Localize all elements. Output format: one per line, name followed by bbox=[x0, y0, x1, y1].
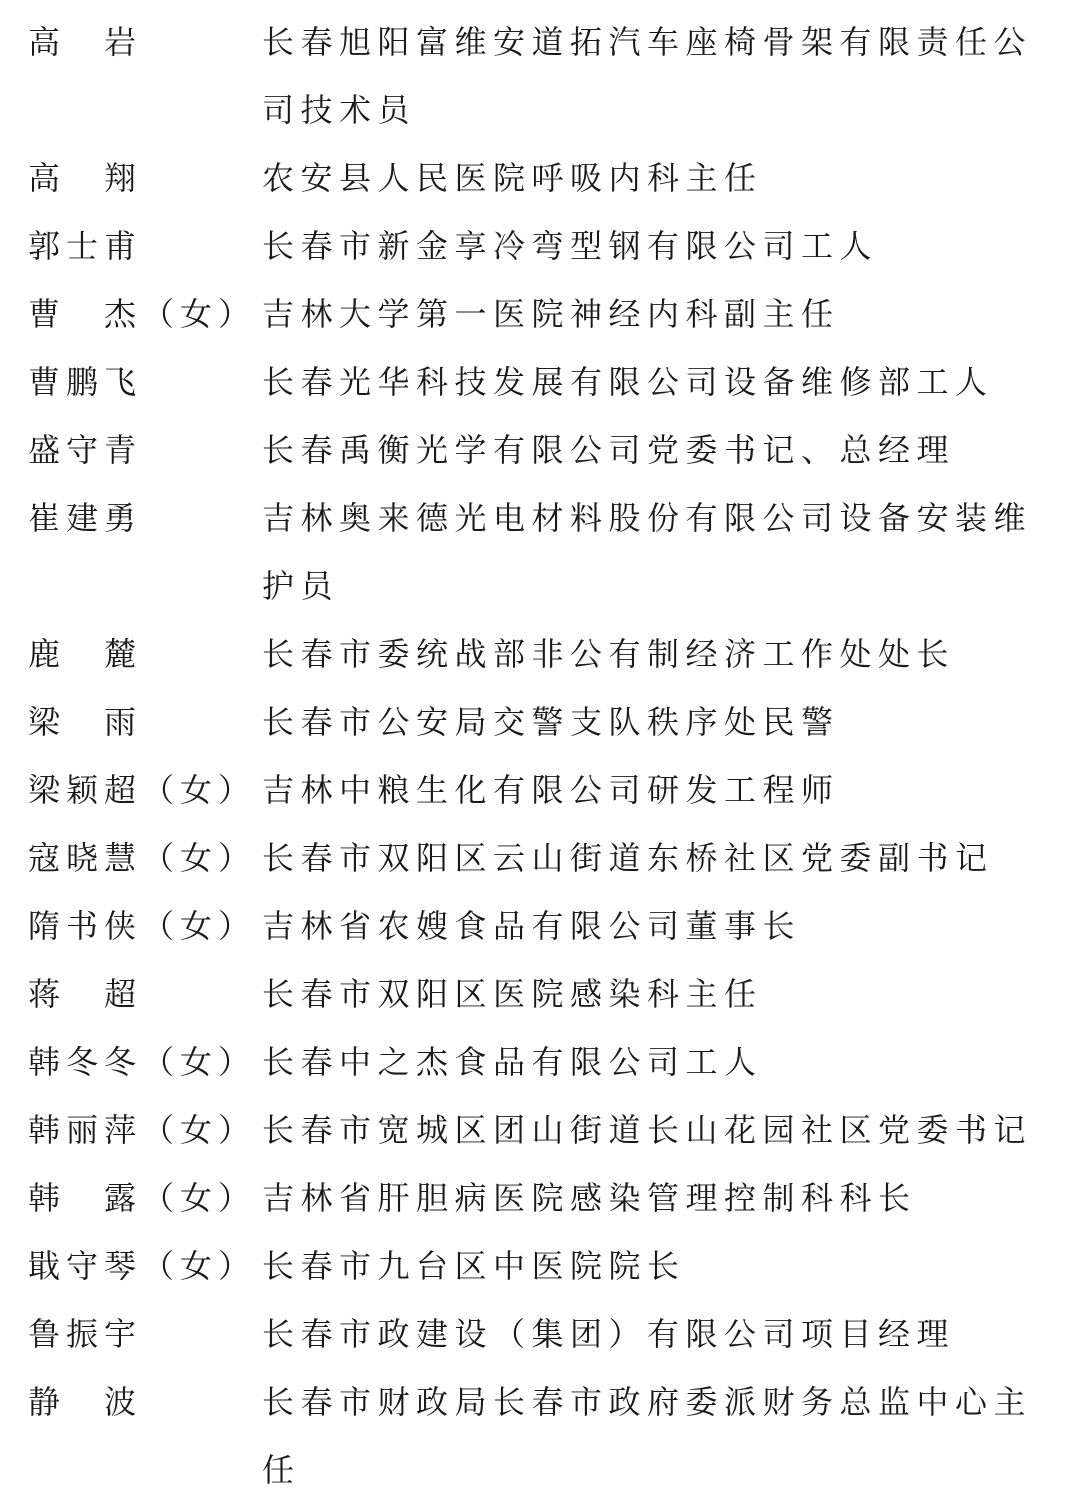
person-organization: 吉林大学第一医院神经内科副主任 bbox=[262, 295, 840, 333]
list-item bbox=[0, 1164, 1080, 1232]
list-item bbox=[0, 960, 1080, 1028]
list-item bbox=[0, 484, 1080, 620]
list-item bbox=[0, 416, 1080, 484]
person-name: 崔建勇 bbox=[28, 499, 143, 537]
person-name: 盛守青 bbox=[28, 431, 143, 469]
person-name: 曹鹏飞 bbox=[28, 363, 143, 401]
list-item bbox=[0, 824, 1080, 892]
list-item bbox=[0, 144, 1080, 212]
person-organization: 吉林省农嫂食品有限公司董事长 bbox=[262, 907, 802, 945]
list-item bbox=[0, 212, 1080, 280]
person-name: 隋书侠（女） bbox=[28, 907, 257, 945]
person-organization: 吉林奥来德光电材料股份有限公司设备安装维护员 bbox=[262, 499, 1033, 605]
list-item bbox=[0, 1028, 1080, 1096]
person-organization: 长春中之杰食品有限公司工人 bbox=[262, 1043, 763, 1081]
person-organization: 长春市政建设（集团）有限公司项目经理 bbox=[262, 1315, 956, 1353]
person-name: 梁 雨 bbox=[28, 703, 143, 741]
person-organization: 长春市财政局长春市政府委派财务总监中心主任 bbox=[262, 1383, 1033, 1489]
list-item bbox=[0, 348, 1080, 416]
list-item bbox=[0, 280, 1080, 348]
list-item bbox=[0, 8, 1080, 144]
person-name: 韩冬冬（女） bbox=[28, 1043, 257, 1081]
person-organization: 长春市九台区中医院院长 bbox=[262, 1247, 686, 1285]
list-item bbox=[0, 1300, 1080, 1368]
list-item bbox=[0, 688, 1080, 756]
person-organization: 长春旭阳富维安道拓汽车座椅骨架有限责任公司技术员 bbox=[262, 23, 1033, 129]
person-name: 鲁振宇 bbox=[28, 1315, 143, 1353]
person-organization: 长春市委统战部非公有制经济工作处处长 bbox=[262, 635, 956, 673]
list-item bbox=[0, 1368, 1080, 1504]
person-name: 高 岩 bbox=[28, 23, 143, 61]
person-name: 鹿 麓 bbox=[28, 635, 143, 673]
person-organization: 长春市新金享冷弯型钢有限公司工人 bbox=[262, 227, 879, 265]
person-organization: 吉林中粮生化有限公司研发工程师 bbox=[262, 771, 840, 809]
person-name: 寇晓慧（女） bbox=[28, 839, 257, 877]
person-organization: 长春市双阳区医院感染科主任 bbox=[262, 975, 763, 1013]
person-organization: 吉林省肝胆病医院感染管理控制科科长 bbox=[262, 1179, 917, 1217]
person-name: 静 波 bbox=[28, 1383, 143, 1421]
person-name: 梁颖超（女） bbox=[28, 771, 257, 809]
person-organization: 长春市双阳区云山街道东桥社区党委副书记 bbox=[262, 839, 994, 877]
person-organization: 长春光华科技发展有限公司设备维修部工人 bbox=[262, 363, 994, 401]
list-item bbox=[0, 620, 1080, 688]
person-name: 戢守琴（女） bbox=[28, 1247, 257, 1285]
list-item bbox=[0, 756, 1080, 824]
person-name: 蒋 超 bbox=[28, 975, 143, 1013]
person-name: 韩丽萍（女） bbox=[28, 1111, 257, 1149]
person-organization: 长春市宽城区团山街道长山花园社区党委书记 bbox=[262, 1111, 1033, 1149]
person-name: 曹 杰（女） bbox=[28, 295, 257, 333]
person-name: 高 翔 bbox=[28, 159, 143, 197]
person-organization: 长春禹衡光学有限公司党委书记、总经理 bbox=[262, 431, 956, 469]
person-name: 郭士甫 bbox=[28, 227, 143, 265]
list-item bbox=[0, 1232, 1080, 1300]
list-item bbox=[0, 892, 1080, 960]
person-organization: 长春市公安局交警支队秩序处民警 bbox=[262, 703, 840, 741]
award-list bbox=[0, 8, 1080, 1504]
list-item bbox=[0, 1096, 1080, 1164]
person-organization: 农安县人民医院呼吸内科主任 bbox=[262, 159, 763, 197]
person-name: 韩 露（女） bbox=[28, 1179, 257, 1217]
